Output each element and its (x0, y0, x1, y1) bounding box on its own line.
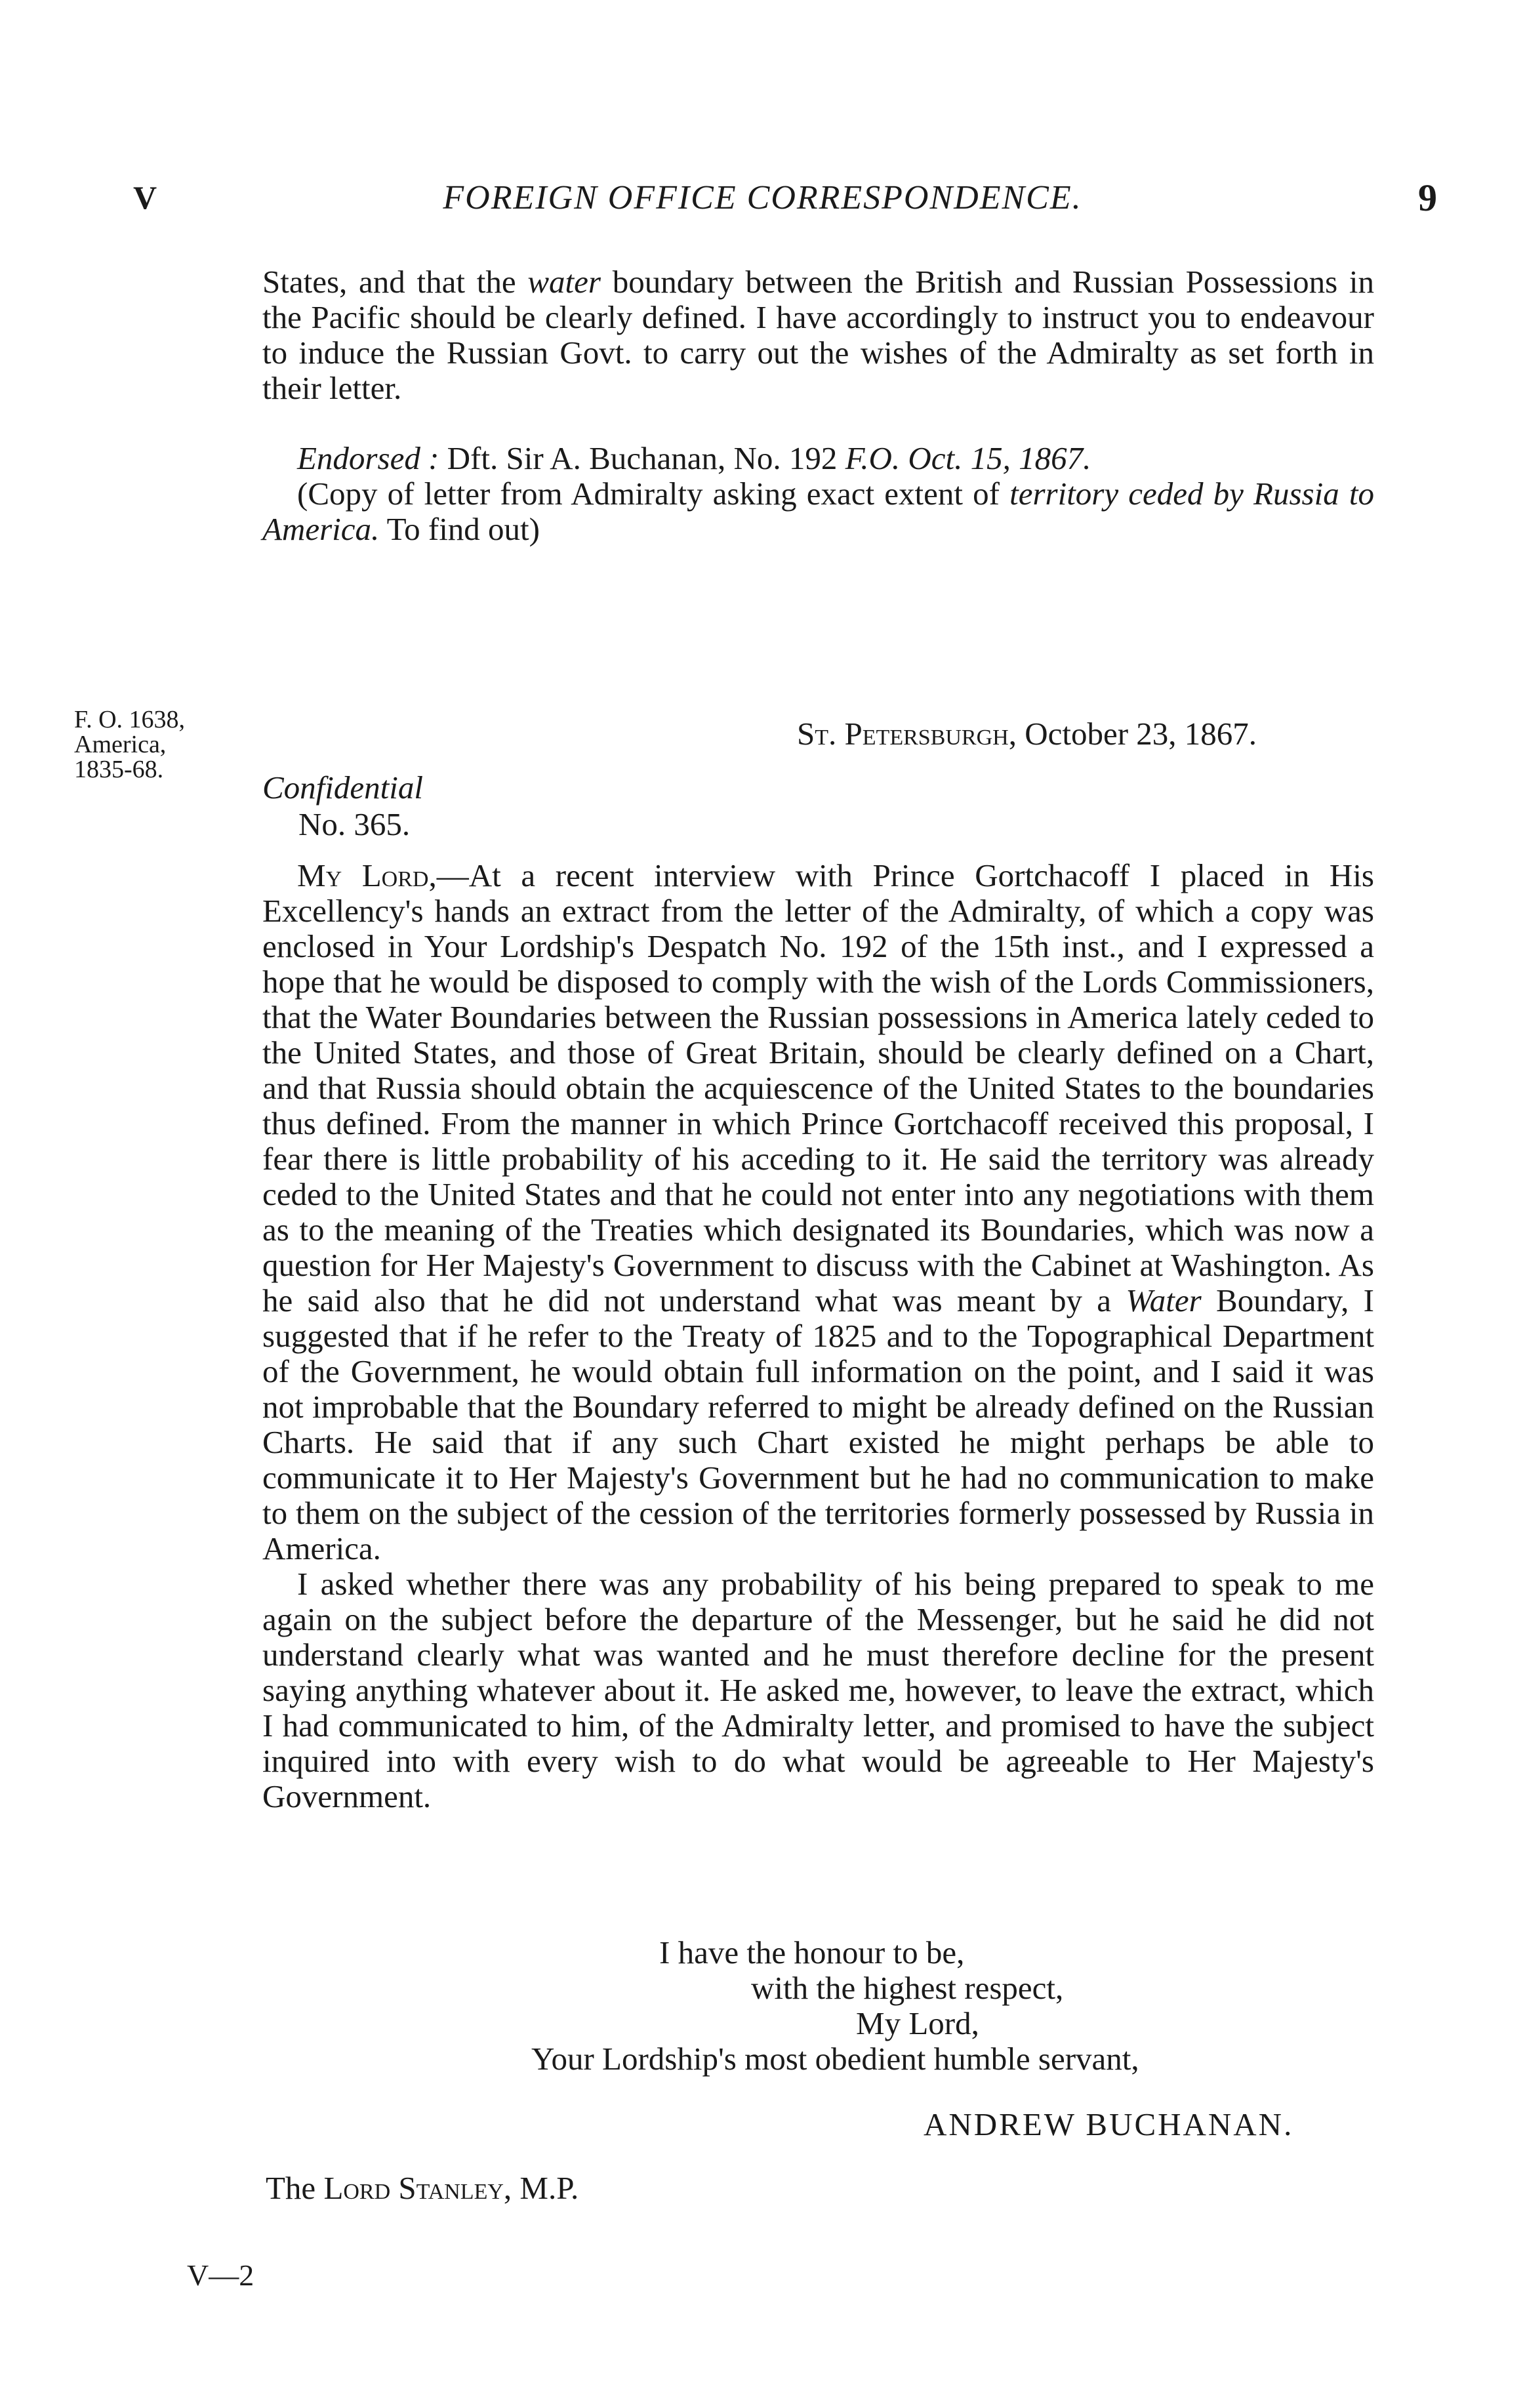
archive-reference: F. O. 1638, America, 1835-68. (74, 706, 186, 783)
section-mark: V (133, 179, 157, 216)
endorsement: Endorsed : Dft. Sir A. Buchanan, No. 192 F.O. Oct. 15, 1867. (Copy of letter from Admiralty asking exact extent of territory ceded by Russia to America. To find out) (262, 440, 1374, 547)
closing-line-3: My Lord, (856, 2005, 979, 2041)
salutation: My Lord, (297, 857, 437, 893)
paragraph-1: My Lord,—At a recent interview with Prince Gortchacoff I placed in His Excellency's hands an extract from the letter of the Admiralty, of which a copy was enclosed in Your Lordship's Despatch No. 192 of the 15th inst., and I expressed a hope that he would be disposed to comply with the wish of the Lords Commissioners, that the Water Boundaries between the Russian possessions in America lately ceded to the United States, and those of Great Britain, should be clearly defined on a Chart, and that Russia should obtain the acquiescence of the United States to the boundaries thus defined. From the manner in which Prince Gortchacoff received this proposal, I fear there is little probability of his acceding to it. He said the territory was already ceded to the United States and that he could not enter into any negotiations with them as to the meaning of the Treaties which designated its Boundaries, which was now a question for Her Majesty's Government to discuss with the Cabinet at Washington. As he said also that he did not understand what was meant by a Water Boundary, I suggested that if he refer to the Treaty of 1825 and to the Topographical Department of the Government, he would obtain full information on the point, and I said it was not improbable that the Boundary referred to might be already defined on the Russian Charts. He said that if any such Chart existed he might perhaps be able to communicate it to Her Majesty's Government but he had no communication to make to them on the subject of the cession of the territories formerly possessed by Russia in America. (262, 857, 1375, 1566)
opening-paragraph: States, and that the water boundary between the British and Russian Possessions in the Pacific should be clearly defined. I have accordingly to instruct you to endeavour to induce the Russian Govt. to carry out the wishes of the Admiralty as set forth in their letter. (262, 264, 1374, 406)
paragraph-2: I asked whether there was any probability of his being prepared to speak to me again on the subject before the departure of the Messenger, but he said he did not understand clearly what was wanted and he must therefore decline for the present saying anything whatever about it. He asked me, however, to leave the extract, which I had communicated to him, of the Admiralty letter, and promised to have the subject inquired into with every wish to do what would be agreeable to Her Majesty's Government. (262, 1566, 1374, 1814)
signature-mark: V—2 (187, 2258, 254, 2292)
italic-water: water (527, 264, 601, 300)
closing-line-1: I have the honour to be, (659, 1934, 965, 1970)
despatch-number: No. 365. (298, 806, 411, 842)
fo-reference: F.O. Oct. 15, 1867. (845, 440, 1091, 476)
dateline: St. Petersburgh, October 23, 1867. (797, 716, 1257, 752)
closing-line-2: with the highest respect, (751, 1970, 1064, 2006)
letter-body (262, 858, 1374, 1814)
page-number: 9 (1418, 176, 1437, 219)
running-title: FOREIGN OFFICE CORRESPONDENCE. (443, 179, 1082, 216)
confidential-label: Confidential (262, 769, 423, 806)
addressee: The Lord Stanley, M.P. (266, 2170, 579, 2206)
signature: ANDREW BUCHANAN. (924, 2106, 1294, 2142)
endorsed-label: Endorsed : (297, 440, 439, 476)
closing-line-4: Your Lordship's most obedient humble servant, (531, 2041, 1139, 2077)
